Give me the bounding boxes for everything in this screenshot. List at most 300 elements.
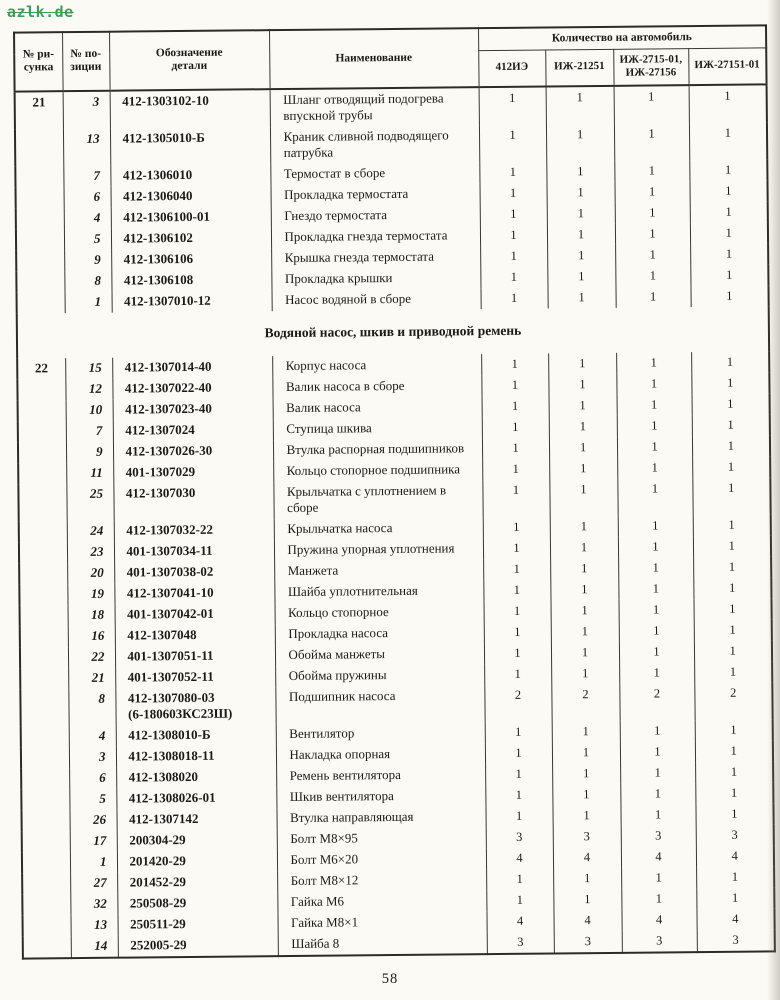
cell-part-designation [110, 89, 270, 129]
cell-position-number: 13 [70, 914, 117, 935]
cell-position-number: 13 [63, 128, 110, 165]
cell-figure-number [21, 768, 69, 789]
cell-quantity: 1 [552, 804, 620, 826]
cell-figure-number [17, 379, 65, 400]
cell-position-number: 10 [66, 399, 113, 420]
cell-part-name: Гнездо термостата [271, 204, 480, 227]
header-model-412ie: 412ИЭ [478, 50, 545, 87]
cell-part-designation [113, 440, 273, 463]
cell-quantity: 2 [551, 683, 619, 721]
parts-table-wrap [13, 24, 778, 959]
cell-quantity: 1 [689, 84, 767, 123]
cell-quantity: 3 [486, 826, 553, 848]
cell-quantity: 1 [484, 663, 551, 685]
cell-quantity: 1 [619, 620, 694, 642]
part-number: 201420-29 [129, 853, 186, 869]
cell-part-name: Болт М8×12 [277, 869, 486, 892]
cell-part-designation [116, 745, 276, 768]
header-model-izh2715-line2: ИЖ-27156 [625, 65, 677, 79]
cell-position-number: 16 [68, 625, 115, 646]
part-number: 412-1307026-30 [125, 442, 213, 459]
part-number: 412-1306040 [123, 187, 193, 204]
cell-quantity: 1 [482, 437, 549, 459]
part-number: 412-1307030 [125, 484, 196, 501]
cell-position-number: 27 [70, 872, 117, 893]
cell-part-name: Шкив вентилятора [276, 785, 485, 808]
cell-part-designation [110, 127, 270, 166]
cell-figure-number [16, 271, 64, 292]
cell-quantity: 1 [690, 222, 768, 244]
cell-position-number: 7 [63, 165, 110, 186]
cell-part-designation [115, 687, 275, 726]
part-number: 250511-29 [130, 916, 186, 932]
cell-quantity: 1 [689, 159, 767, 181]
cell-quantity: 4 [553, 846, 621, 868]
cell-part-designation [117, 850, 277, 873]
cell-quantity: 1 [618, 515, 693, 537]
cell-quantity: 1 [615, 244, 690, 266]
cell-quantity: 1 [621, 888, 696, 910]
cell-quantity: 1 [614, 160, 689, 182]
cell-figure-number [15, 129, 63, 166]
cell-quantity: 1 [695, 740, 773, 762]
cell-quantity: 1 [696, 887, 774, 909]
cell-quantity: 3 [696, 824, 774, 846]
cell-part-name: Насос водяной в сборе [272, 288, 481, 311]
cell-quantity: 1 [619, 641, 694, 663]
cell-part-designation [111, 206, 271, 229]
part-number: 401-1307029 [125, 463, 196, 480]
cell-quantity: 2 [694, 682, 772, 720]
cell-part-name: Прокладка крышки [271, 267, 480, 290]
cell-part-designation [115, 645, 275, 668]
cell-part-designation [117, 892, 277, 915]
header-name-column: Наименование [269, 28, 479, 89]
cell-quantity: 1 [695, 803, 773, 825]
cell-part-designation [112, 377, 272, 400]
part-number: 412-1303102-10 [122, 92, 209, 109]
cell-part-designation [113, 419, 273, 442]
cell-quantity: 1 [692, 393, 770, 415]
cell-position-number: 3 [63, 90, 110, 128]
header-model-izh2715-line1: ИЖ-2715-01, [619, 52, 683, 66]
cell-quantity: 4 [553, 909, 621, 931]
cell-quantity: 1 [615, 202, 690, 224]
cell-quantity: 1 [481, 374, 548, 396]
cell-quantity: 1 [553, 888, 621, 910]
cell-part-name: Прокладка термостата [270, 183, 479, 206]
cell-part-designation [111, 248, 271, 271]
cell-quantity: 1 [546, 181, 614, 203]
cell-part-name: Крышка гнезда термостата [271, 246, 480, 269]
cell-quantity: 1 [689, 122, 767, 160]
cell-part-name: Болт М8×95 [277, 827, 486, 850]
cell-part-name: Втулка распорная подшипников [273, 438, 482, 461]
cell-part-designation [117, 913, 277, 936]
cell-quantity: 4 [696, 845, 774, 867]
cell-quantity: 1 [479, 124, 546, 162]
part-number: 412-1307142 [129, 810, 199, 827]
cell-quantity: 1 [695, 719, 773, 741]
cell-quantity: 1 [485, 784, 552, 806]
cell-quantity: 1 [480, 203, 547, 225]
cell-part-name: Корпус насоса [272, 354, 481, 377]
cell-quantity: 1 [620, 783, 695, 805]
cell-quantity: 1 [691, 372, 769, 394]
part-number: 412-1306106 [123, 250, 194, 267]
cell-position-number: 6 [64, 186, 111, 207]
cell-figure-number [21, 810, 69, 831]
cell-quantity: 1 [480, 245, 547, 267]
part-number: 401-1307052-11 [127, 668, 214, 685]
cell-position-number: 18 [68, 604, 115, 625]
header-figure-line1: № ри- [22, 47, 55, 61]
cell-figure-number [18, 442, 66, 463]
cell-part-designation [118, 934, 278, 958]
cell-quantity: 1 [484, 642, 551, 664]
cell-figure-number [20, 626, 68, 647]
cell-part-name: Ступица шкива [273, 417, 482, 440]
cell-position-number: 20 [67, 562, 114, 583]
cell-part-name: Шайба уплотнительная [274, 580, 483, 603]
cell-figure-number [22, 873, 70, 894]
cell-quantity: 3 [487, 931, 554, 954]
part-number: 412-1307022-40 [124, 379, 212, 396]
cell-position-number: 9 [64, 249, 111, 270]
cell-figure-number [22, 852, 70, 873]
cell-position-number: 19 [67, 583, 114, 604]
part-number: 250508-29 [129, 895, 187, 911]
header-figure-line2: сунка [23, 61, 54, 74]
cell-part-designation [114, 582, 274, 605]
cell-quantity: 1 [547, 265, 615, 287]
cell-quantity: 1 [621, 867, 696, 889]
cell-quantity: 1 [614, 123, 689, 161]
cell-quantity: 1 [690, 285, 768, 307]
page-number: 58 [381, 971, 399, 987]
cell-part-name: Пружина упорная уплотнения [274, 538, 483, 561]
cell-quantity: 1 [482, 416, 549, 438]
cell-quantity: 1 [547, 223, 615, 245]
cell-figure-number: 21 [15, 91, 63, 129]
cell-figure-number [20, 605, 68, 626]
cell-part-designation [115, 624, 275, 647]
cell-position-number: 23 [67, 541, 114, 562]
cell-figure-number [21, 726, 69, 747]
cell-figure-number [18, 421, 66, 442]
cell-quantity: 1 [693, 535, 771, 557]
cell-position-number: 15 [65, 357, 112, 378]
part-number: 412-1306108 [123, 271, 194, 288]
cell-quantity: 1 [696, 866, 774, 888]
header-position-column [62, 32, 110, 91]
cell-quantity: 1 [548, 352, 616, 374]
cell-quantity: 1 [616, 373, 691, 395]
cell-figure-number [19, 584, 67, 605]
cell-figure-number [16, 229, 64, 250]
cell-quantity: 1 [482, 479, 549, 517]
cell-part-designation [116, 808, 276, 831]
part-number: 401-1307051-11 [127, 647, 214, 664]
cell-part-name: Болт М6×20 [277, 848, 486, 871]
cell-quantity: 1 [620, 804, 695, 826]
part-number: 401-1307038-02 [126, 563, 214, 580]
cell-position-number: 24 [67, 520, 114, 541]
cell-part-name: Вентилятор [276, 722, 485, 745]
cell-quantity: 1 [479, 86, 546, 125]
cell-quantity: 3 [621, 825, 696, 847]
cell-figure-number [19, 563, 67, 584]
part-number: 412-1308018-11 [128, 747, 215, 764]
cell-position-number: 4 [69, 725, 116, 746]
cell-part-name: Термостат в сборе [270, 162, 479, 185]
cell-position-number: 25 [66, 483, 113, 520]
cell-figure-number [16, 208, 64, 229]
cell-quantity: 1 [550, 599, 618, 621]
part-number: 412-1307010-12 [124, 292, 211, 309]
cell-position-number: 12 [65, 378, 112, 399]
cell-quantity: 3 [554, 930, 622, 953]
part-number: 412-1307041-10 [126, 584, 214, 601]
cell-quantity: 1 [617, 436, 692, 458]
part-number: 412-1305010-Б [122, 129, 205, 146]
cell-part-designation [112, 290, 272, 313]
part-number: 401-1307034-11 [126, 542, 213, 559]
cell-part-designation [114, 519, 274, 542]
cell-quantity: 1 [547, 244, 615, 266]
cell-figure-number [19, 521, 67, 542]
cell-quantity: 1 [615, 223, 690, 245]
part-number: 401-1307042-01 [127, 605, 214, 622]
cell-figure-number [22, 894, 70, 915]
cell-quantity: 1 [550, 557, 618, 579]
cell-quantity: 1 [550, 578, 618, 600]
cell-quantity: 1 [550, 515, 618, 537]
header-position-line2: зиции [70, 61, 102, 74]
cell-position-number: 7 [66, 420, 113, 441]
cell-quantity: 1 [485, 763, 552, 785]
part-number: 412-1306102 [123, 229, 193, 246]
cell-position-number: 8 [68, 688, 115, 725]
cell-position-number: 14 [71, 935, 118, 957]
cell-quantity: 1 [618, 536, 693, 558]
cell-part-designation [116, 787, 276, 810]
cell-part-name: Втулка направляющая [276, 806, 485, 829]
cell-quantity: 1 [483, 516, 550, 538]
cell-part-name: Обойма пружины [275, 664, 484, 687]
cell-quantity: 1 [546, 85, 614, 124]
cell-figure-number [20, 689, 68, 726]
header-figure-column [14, 32, 63, 91]
header-designation-line2: детали [171, 60, 208, 73]
cell-figure-number [16, 187, 64, 208]
cell-figure-number [21, 747, 69, 768]
cell-figure-number [21, 789, 69, 810]
cell-quantity: 1 [618, 599, 693, 621]
parts-table [13, 24, 776, 959]
cell-part-name: Валик насоса в сборе [272, 375, 481, 398]
cell-quantity: 1 [695, 761, 773, 783]
cell-part-designation [115, 603, 275, 626]
cell-quantity: 1 [480, 266, 547, 288]
cell-quantity: 1 [484, 600, 551, 622]
cell-quantity: 1 [620, 762, 695, 784]
cell-quantity: 1 [483, 558, 550, 580]
cell-quantity: 1 [486, 889, 553, 911]
header-model-izh27151: ИЖ-27151-01 [688, 47, 766, 84]
cell-part-name: Гайка М8×1 [277, 911, 486, 934]
cell-quantity: 1 [552, 762, 620, 784]
cell-part-designation [114, 540, 274, 563]
watermark: azlk.de [7, 3, 74, 21]
cell-part-name: Гайка М6 [277, 890, 486, 913]
cell-part-name: Кольцо стопорное [275, 601, 484, 624]
cell-quantity: 1 [484, 621, 551, 643]
header-quantity-group: Количество на автомобиль [478, 25, 766, 50]
cell-quantity: 1 [482, 458, 549, 480]
cell-quantity: 1 [547, 202, 615, 224]
cell-quantity: 1 [550, 536, 618, 558]
cell-position-number: 22 [68, 646, 115, 667]
part-number: 200304-29 [129, 832, 186, 848]
cell-quantity: 1 [552, 783, 620, 805]
cell-quantity: 1 [617, 394, 692, 416]
header-model-izh21251: ИЖ-21251 [545, 49, 613, 86]
cell-position-number: 5 [69, 788, 116, 809]
cell-quantity: 1 [690, 201, 768, 223]
cell-figure-number [19, 542, 67, 563]
part-number: 252005-29 [130, 937, 187, 953]
cell-quantity: 1 [620, 720, 695, 742]
cell-quantity: 1 [617, 457, 692, 479]
cell-part-name: Обойма манжеты [275, 643, 484, 666]
cell-quantity: 1 [549, 436, 617, 458]
cell-part-name: Манжета [274, 559, 483, 582]
part-number: 412-1308026-01 [128, 789, 216, 806]
cell-part-name: Краник сливной подводящего патрубка [270, 125, 479, 164]
header-position-line1: № по- [70, 47, 102, 60]
cell-position-number: 17 [70, 830, 117, 851]
part-number: 412-1307014-40 [124, 358, 212, 375]
cell-quantity: 1 [483, 579, 550, 601]
cell-quantity: 1 [617, 415, 692, 437]
cell-position-number: 9 [66, 441, 113, 462]
cell-part-name: Валик насоса [273, 396, 482, 419]
table-body [15, 84, 775, 958]
cell-quantity: 3 [622, 930, 697, 953]
section-heading-row [17, 306, 769, 358]
part-number: 412-1308020 [128, 768, 199, 785]
cell-quantity: 1 [483, 537, 550, 559]
cell-quantity: 1 [615, 265, 690, 287]
cell-part-name: Подшипник насоса [275, 685, 484, 724]
cell-figure-number [18, 484, 66, 521]
cell-quantity: 1 [553, 867, 621, 889]
cell-quantity: 1 [695, 782, 773, 804]
header-designation-column [109, 30, 270, 90]
cell-quantity: 2 [484, 684, 551, 722]
cell-position-number: 1 [65, 291, 112, 312]
cell-quantity: 2 [619, 683, 694, 721]
cell-quantity: 1 [690, 243, 768, 265]
cell-part-designation [115, 666, 275, 689]
cell-part-designation [114, 561, 274, 584]
cell-figure-number [20, 647, 68, 668]
cell-quantity: 1 [693, 514, 771, 536]
cell-quantity: 1 [618, 578, 693, 600]
cell-quantity: 1 [619, 662, 694, 684]
cell-part-designation [111, 185, 271, 208]
cell-position-number: 3 [69, 746, 116, 767]
cell-quantity: 4 [621, 909, 696, 931]
table-header [14, 25, 767, 91]
cell-quantity: 1 [615, 286, 690, 308]
cell-quantity: 1 [551, 662, 619, 684]
cell-quantity: 1 [614, 85, 689, 124]
cell-part-designation [111, 227, 271, 250]
cell-figure-number [20, 668, 68, 689]
part-number: 412-1306010 [122, 166, 193, 183]
cell-quantity: 1 [480, 287, 547, 309]
cell-part-name: Крыльчатка с уплотнением в сборе [273, 480, 482, 519]
cell-figure-number [16, 250, 64, 271]
cell-quantity: 1 [614, 181, 689, 203]
part-number: 412-1307032-22 [126, 521, 214, 538]
cell-position-number: 5 [64, 228, 111, 249]
cell-quantity: 4 [486, 847, 553, 869]
cell-quantity: 1 [616, 352, 691, 374]
cell-part-name: Прокладка насоса [275, 622, 484, 645]
cell-quantity: 1 [482, 395, 549, 417]
cell-figure-number [22, 915, 70, 936]
cell-quantity: 1 [485, 742, 552, 764]
scan-edge-shadow [767, 0, 780, 1000]
cell-quantity: 1 [693, 598, 771, 620]
cell-quantity: 1 [694, 661, 772, 683]
part-number: 412-1306100-01 [123, 208, 211, 225]
part-number: 201452-29 [129, 874, 187, 890]
cell-part-name: Шайба 8 [278, 932, 487, 956]
cell-quantity: 1 [481, 353, 548, 375]
cell-position-number: 26 [69, 809, 116, 830]
cell-part-name: Шланг отводящий подогрева впускной трубы [270, 87, 479, 127]
cell-figure-number [18, 463, 66, 484]
cell-quantity: 4 [486, 910, 553, 932]
cell-position-number: 6 [69, 767, 116, 788]
cell-quantity: 1 [689, 180, 767, 202]
cell-quantity: 1 [617, 478, 692, 516]
cell-part-designation [113, 482, 273, 521]
part-number: 412-1307080-03 [127, 689, 215, 706]
cell-quantity: 1 [548, 373, 616, 395]
cell-position-number: 32 [70, 893, 117, 914]
cell-quantity: 1 [549, 457, 617, 479]
cell-part-designation [113, 461, 273, 484]
cell-position-number: 1 [70, 851, 117, 872]
section-heading: Водяной насос, шкив и приводной ремень [264, 322, 522, 340]
part-number: 412-1308010-Б [128, 726, 211, 743]
cell-part-name: Ремень вентилятора [276, 764, 485, 787]
cell-quantity: 1 [549, 394, 617, 416]
cell-quantity: 1 [547, 286, 615, 308]
cell-quantity: 4 [621, 846, 696, 868]
cell-quantity: 1 [549, 415, 617, 437]
cell-quantity: 3 [553, 825, 621, 847]
cell-quantity: 1 [692, 477, 770, 515]
cell-quantity: 1 [620, 741, 695, 763]
cell-position-number: 21 [68, 667, 115, 688]
part-number-note: (6-180603КС23Ш) [128, 705, 233, 722]
